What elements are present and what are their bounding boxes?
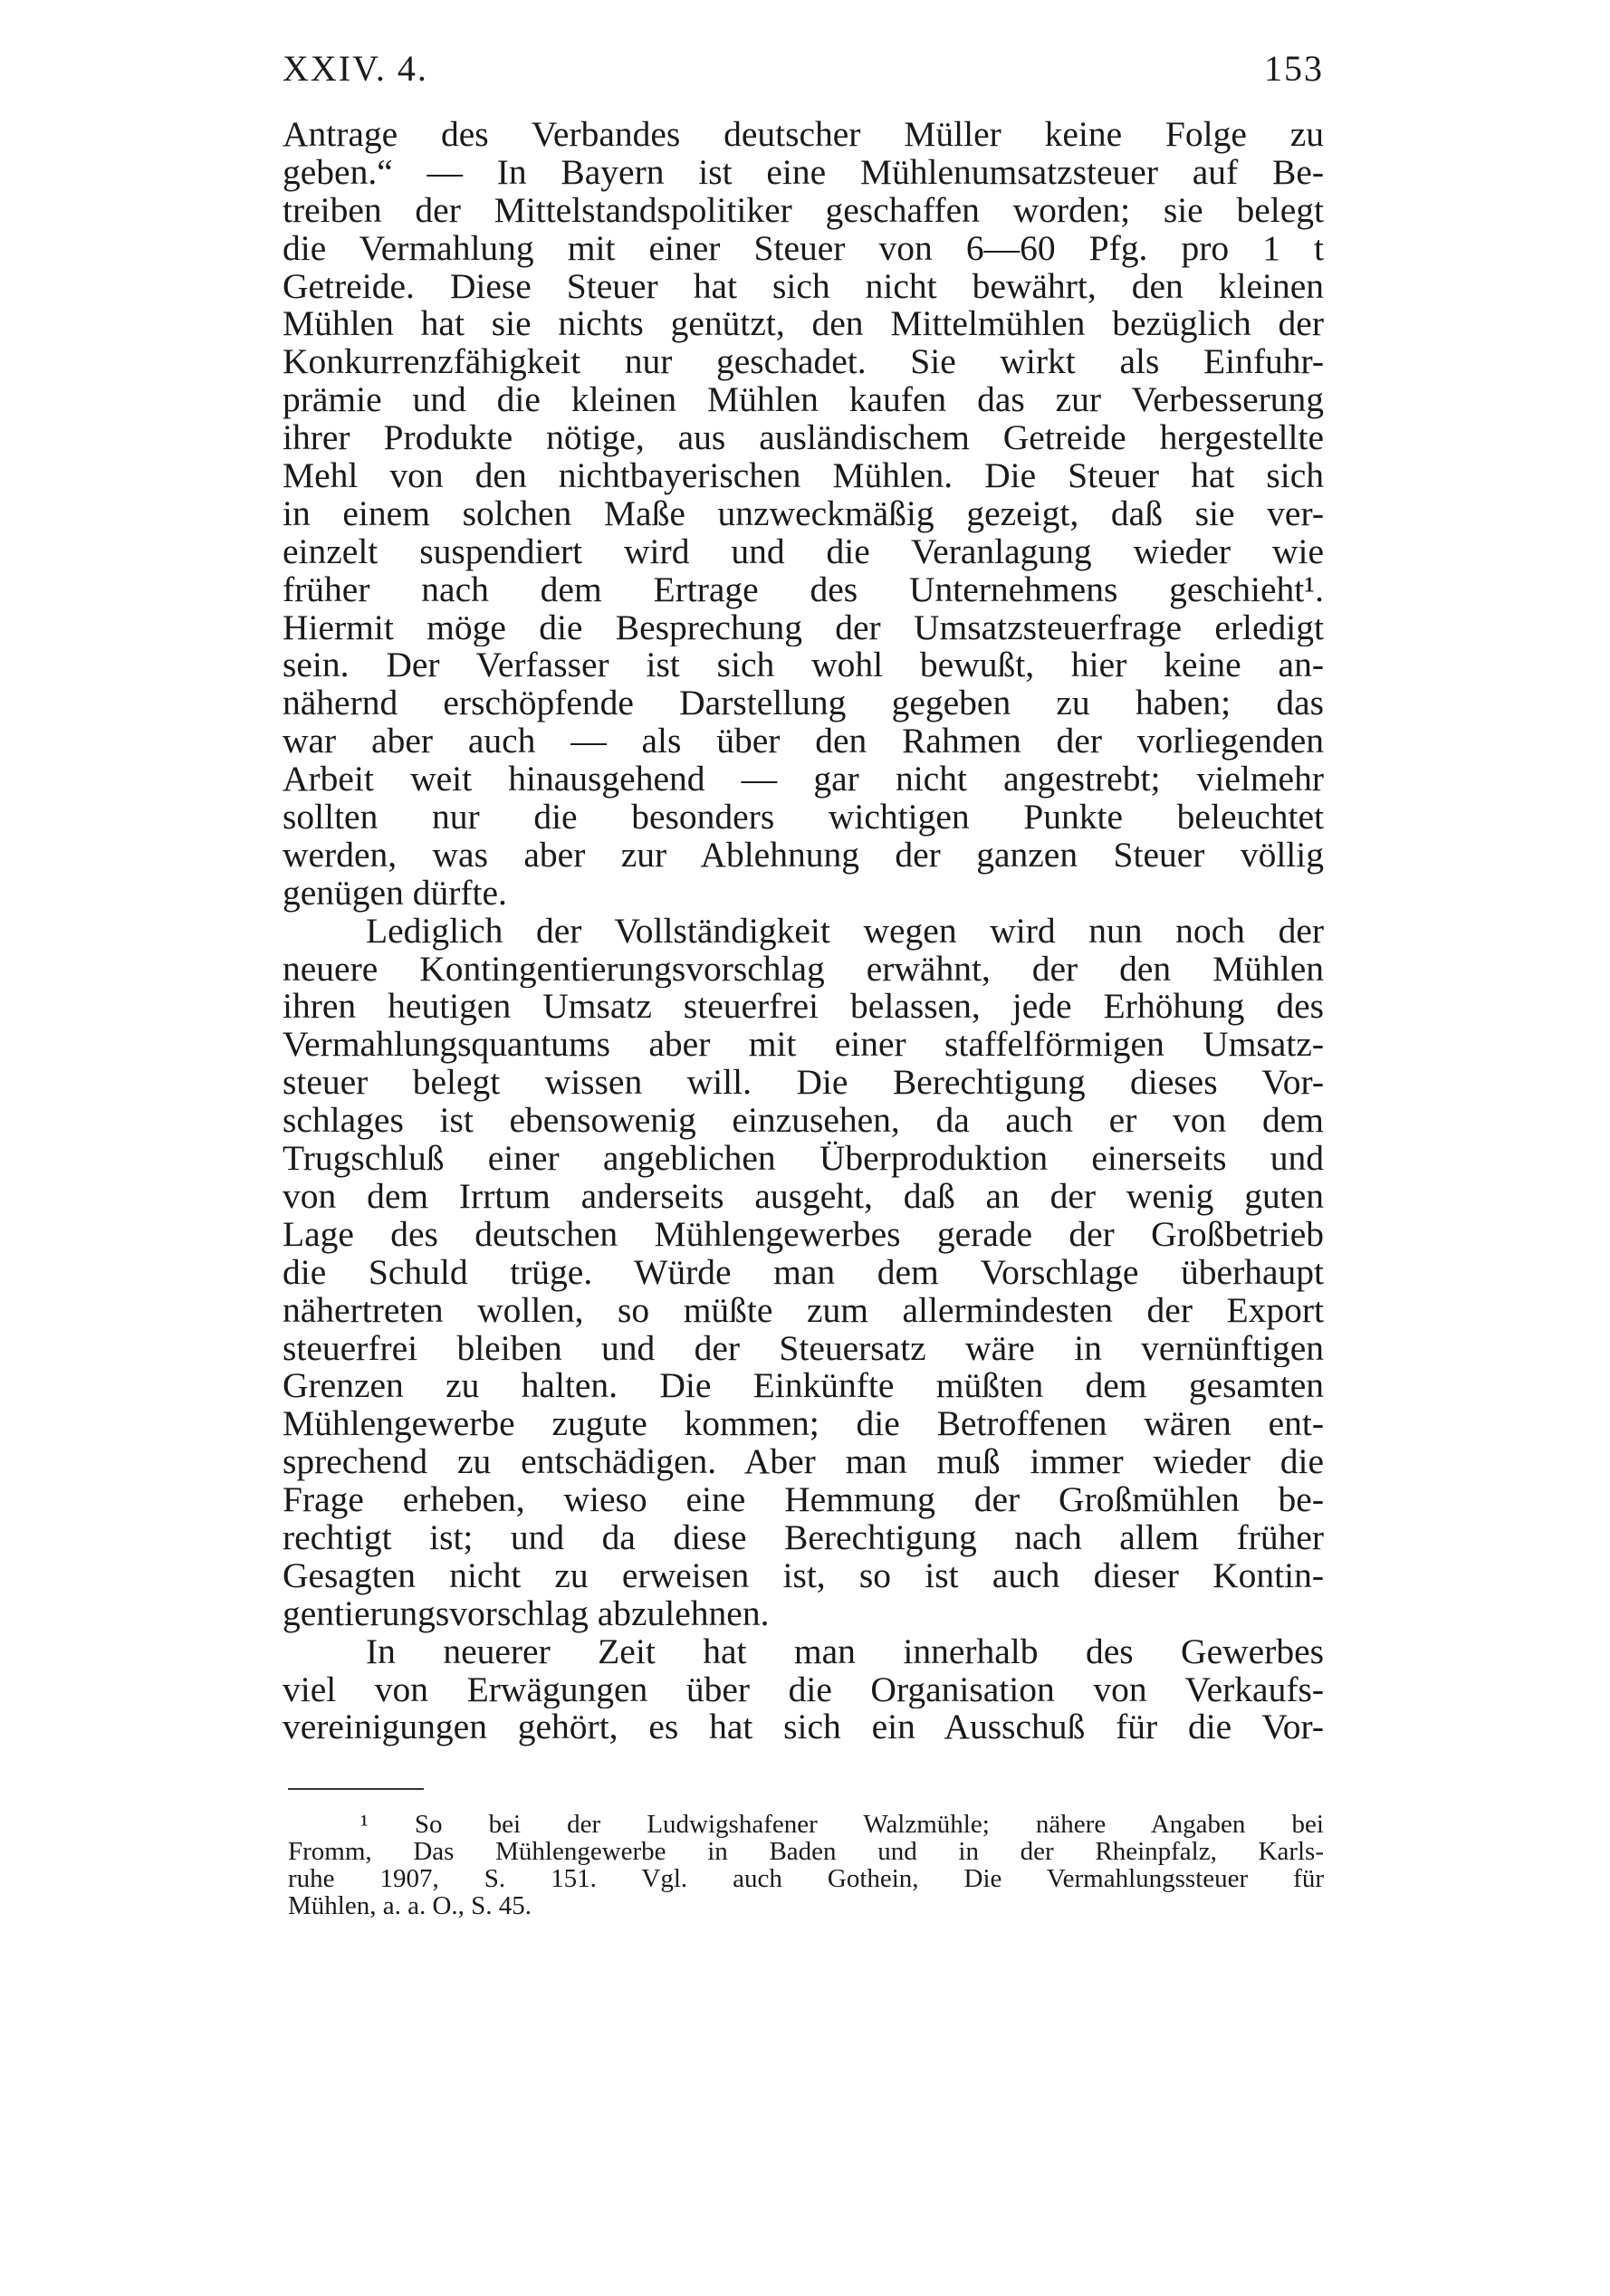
text-line: Lage des deutschen Mühlengewerbes gerade der Großbetrieb: [283, 1215, 1324, 1254]
text-line: Hiermit möge die Besprechung der Umsatzsteuerfrage erledigt: [283, 608, 1324, 647]
text-line: Grenzen zu halten. Die Einkünfte müßten dem gesamten: [283, 1367, 1324, 1406]
text-line: geben.“ — In Bayern ist eine Mühlenumsatzsteuer auf Be-: [283, 153, 1324, 192]
text-line: Arbeit weit hinausgehend — gar nicht angestrebt; vielmehr: [283, 761, 1324, 799]
text-line: schlages ist ebensowenig einzusehen, da auch er von dem: [283, 1102, 1324, 1141]
text-line: Getreide. Diese Steuer hat sich nicht bewährt, den kleinen: [283, 267, 1324, 306]
text-line: sprechend zu entschädigen. Aber man muß immer wieder die: [283, 1443, 1324, 1482]
text-line: neuere Kontingentierungsvorschlag erwähnt, der den Mühlen: [283, 950, 1324, 989]
text-line: nähernd erschöpfende Darstellung gegeben zu haben; das: [283, 684, 1324, 723]
text-line: Trugschluß einer angeblichen Überproduktion einerseits und: [283, 1140, 1324, 1178]
paragraph-start-line: Lediglich der Vollständigkeit wegen wird nun noch der: [366, 912, 1324, 951]
text-line: treiben der Mittelstandspolitiker geschaffen worden; sie belegt: [283, 191, 1324, 230]
text-line: war aber auch — als über den Rahmen der vorliegenden: [283, 722, 1324, 761]
text-line: nähertreten wollen, so müßte zum allermindesten der Export: [283, 1291, 1324, 1330]
text-line: sein. Der Verfasser ist sich wohl bewußt, hier keine an-: [283, 646, 1324, 685]
text-line: steuerfrei bleiben und der Steuersatz wäre in vernünftigen: [283, 1329, 1324, 1368]
text-line: werden, was aber zur Ablehnung der ganzen Steuer völlig: [283, 836, 1324, 875]
text-line: Mühlengewerbe zugute kommen; die Betroffenen wären ent-: [283, 1405, 1324, 1444]
text-line: Vermahlungsquantums aber mit einer staffelförmigen Umsatz-: [283, 1026, 1324, 1065]
text-line: prämie und die kleinen Mühlen kaufen das zur Verbesserung: [283, 381, 1324, 420]
text-line: ihrer Produkte nötige, aus ausländischem Getreide hergestellte: [283, 419, 1324, 458]
text-line: Mühlen hat sie nichts genützt, den Mittelmühlen bezüglich der: [283, 305, 1324, 344]
paragraph-start-line: In neuerer Zeit hat man innerhalb des Gewerbes: [366, 1632, 1324, 1671]
text-line: ihren heutigen Umsatz steuerfrei belassen, jede Erhöhung des: [283, 988, 1324, 1027]
text-line: einzelt suspendiert wird und die Veranlagung wieder wie: [283, 532, 1324, 571]
running-head: [283, 47, 1324, 101]
text-line: früher nach dem Ertrage des Unternehmens geschieht¹.: [283, 570, 1324, 609]
page-number: 153: [1264, 48, 1324, 89]
text-line: rechtigt ist; und da diese Berechtigung nach allem früher: [283, 1518, 1324, 1557]
text-line: sollten nur die besonders wichtigen Punkte beleuchtet: [283, 799, 1324, 837]
text-line: in einem solchen Maße unzweckmäßig gezeigt, daß sie ver-: [283, 494, 1324, 533]
footnote-line: Mühlen, a. a. O., S. 45.: [288, 1892, 532, 1919]
text-line: genügen dürfte.: [283, 874, 507, 913]
text-line: die Vermahlung mit einer Steuer von 6—60 Pfg. pro 1 t: [283, 229, 1324, 268]
text-line: Gesagten nicht zu erweisen ist, so ist auch dieser Kontin-: [283, 1556, 1324, 1595]
footnote-divider: [288, 1788, 424, 1790]
text-line: von dem Irrtum anderseits ausgeht, daß an der wenig guten: [283, 1177, 1324, 1216]
footnote-line: ruhe 1907, S. 151. Vgl. auch Gothein, Die Vermahlungssteuer für: [288, 1865, 1324, 1892]
text-line: vereinigungen gehört, es hat sich ein Ausschuß für die Vor-: [283, 1708, 1324, 1747]
body-text: [283, 116, 1324, 1746]
text-line: steuer belegt wissen will. Die Berechtigung dieses Vor-: [283, 1064, 1324, 1103]
text-line: die Schuld trüge. Würde man dem Vorschlage überhaupt: [283, 1253, 1324, 1292]
text-line: Antrage des Verbandes deutscher Müller keine Folge zu: [283, 116, 1324, 154]
footnote-line: ¹ So bei der Ludwigshafener Walzmühle; nähere Angaben bei: [360, 1811, 1324, 1838]
footnote-line: Fromm, Das Mühlengewerbe in Baden und in der Rheinpfalz, Karls-: [288, 1838, 1324, 1865]
text-line: gentierungsvorschlag abzulehnen.: [283, 1594, 770, 1633]
footnote: [288, 1811, 1324, 1919]
text-line: viel von Erwägungen über die Organisation von Verkaufs-: [283, 1670, 1324, 1709]
text-line: Konkurrenzfähigkeit nur geschadet. Sie wirkt als Einfuhr-: [283, 343, 1324, 382]
text-line: Frage erheben, wieso eine Hemmung der Großmühlen be-: [283, 1481, 1324, 1519]
chapter-heading: XXIV. 4.: [283, 48, 428, 89]
text-line: Mehl von den nichtbayerischen Mühlen. Die Steuer hat sich: [283, 457, 1324, 495]
